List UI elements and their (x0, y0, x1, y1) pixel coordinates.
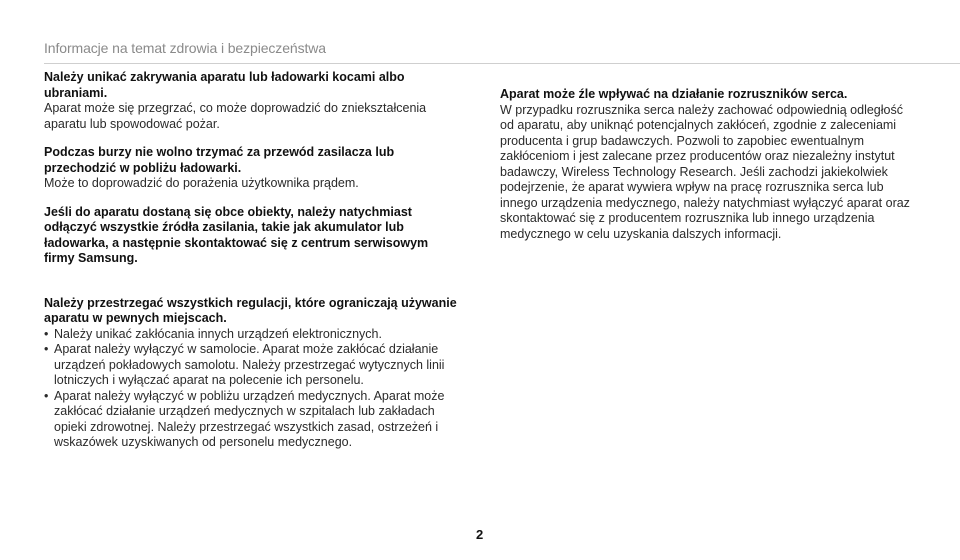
warning-heading: Podczas burzy nie wolno trzymać za przewód zasilacza lub przechodzić w pobliżu ładowarki. (44, 145, 395, 175)
list-item: • Aparat należy wyłączyć w samolocie. Aparat może zakłócać działanie urządzeń pokładowych samolotu. Należy przestrzegać wytycznych linii lotniczych i wyłączać aparat na polecenie ich personelu. (44, 342, 462, 389)
warning-block-foreign-objects (44, 205, 462, 267)
regulations-list (44, 327, 462, 451)
pacemaker-block (500, 87, 912, 242)
pacemaker-heading: Aparat może źle wpływać na działanie rozruszników serca. (500, 87, 848, 101)
regulations-heading: Należy przestrzegać wszystkich regulacji, które ograniczają używanie aparatu w pewnych miejscach. (44, 295, 457, 325)
warning-block-covering (44, 70, 462, 132)
section-spacer (44, 280, 462, 296)
warning-body: Może to doprowadzić do porażenia użytkownika prądem. (44, 176, 359, 190)
right-column (500, 87, 912, 255)
warning-heading: Jeśli do aparatu dostaną się obce obiekty, należy natychmiast odłączyć wszystkie źródła zasilania, takie jak akumulator lub ładowarka, a następnie skontaktować się z centrum serwisowym firmy Samsung. (44, 204, 429, 265)
page-header-title: Informacje na temat zdrowia i bezpieczeństwa (44, 40, 326, 56)
list-item: • Aparat należy wyłączyć w pobliżu urządzeń medycznych. Aparat może zakłócać działanie urządzeń medycznych w szpitalach lub zakładach opieki zdrowotnej. Należy przestrzegać wszystkich zasad, ostrzeżeń i wskazówek uzyskiwanych od personelu medycznego. (44, 389, 462, 451)
page-number: 2 (476, 527, 484, 542)
list-item: • Należy unikać zakłócania innych urządzeń elektronicznych. (44, 327, 462, 343)
left-column (44, 70, 462, 464)
warning-body: Aparat może się przegrzać, co może doprowadzić do zniekształcenia aparatu lub spowodować pożar. (44, 101, 427, 131)
warning-block-storm (44, 145, 462, 192)
header-divider (44, 63, 960, 64)
warning-heading: Należy unikać zakrywania aparatu lub ładowarki kocami albo ubraniami. (44, 70, 405, 100)
regulations-block (44, 296, 462, 451)
pacemaker-body: W przypadku rozrusznika serca należy zachować odpowiednią odległość od aparatu, aby uniknąć potencjalnych zakłóceń, zgodnie z zaleceniami producenta i grup badawczych. Pozwoli to zapobiec ewentualnym zakłóceniom i jest zalecane przez producentów oraz niezależny instytut badawczy, Wireless Technology Research. Jeśli zachodzi jakiekolwiek podejrzenie, że aparat wywiera wpływ na pracę rozrusznika serca lub innego urządzenia medycznego, należy natychmiast wyłączyć aparat oraz skontaktować się z producentem rozrusznika lub innego urządzenia medycznego w celu uzyskania dalszych informacji. (500, 102, 910, 241)
